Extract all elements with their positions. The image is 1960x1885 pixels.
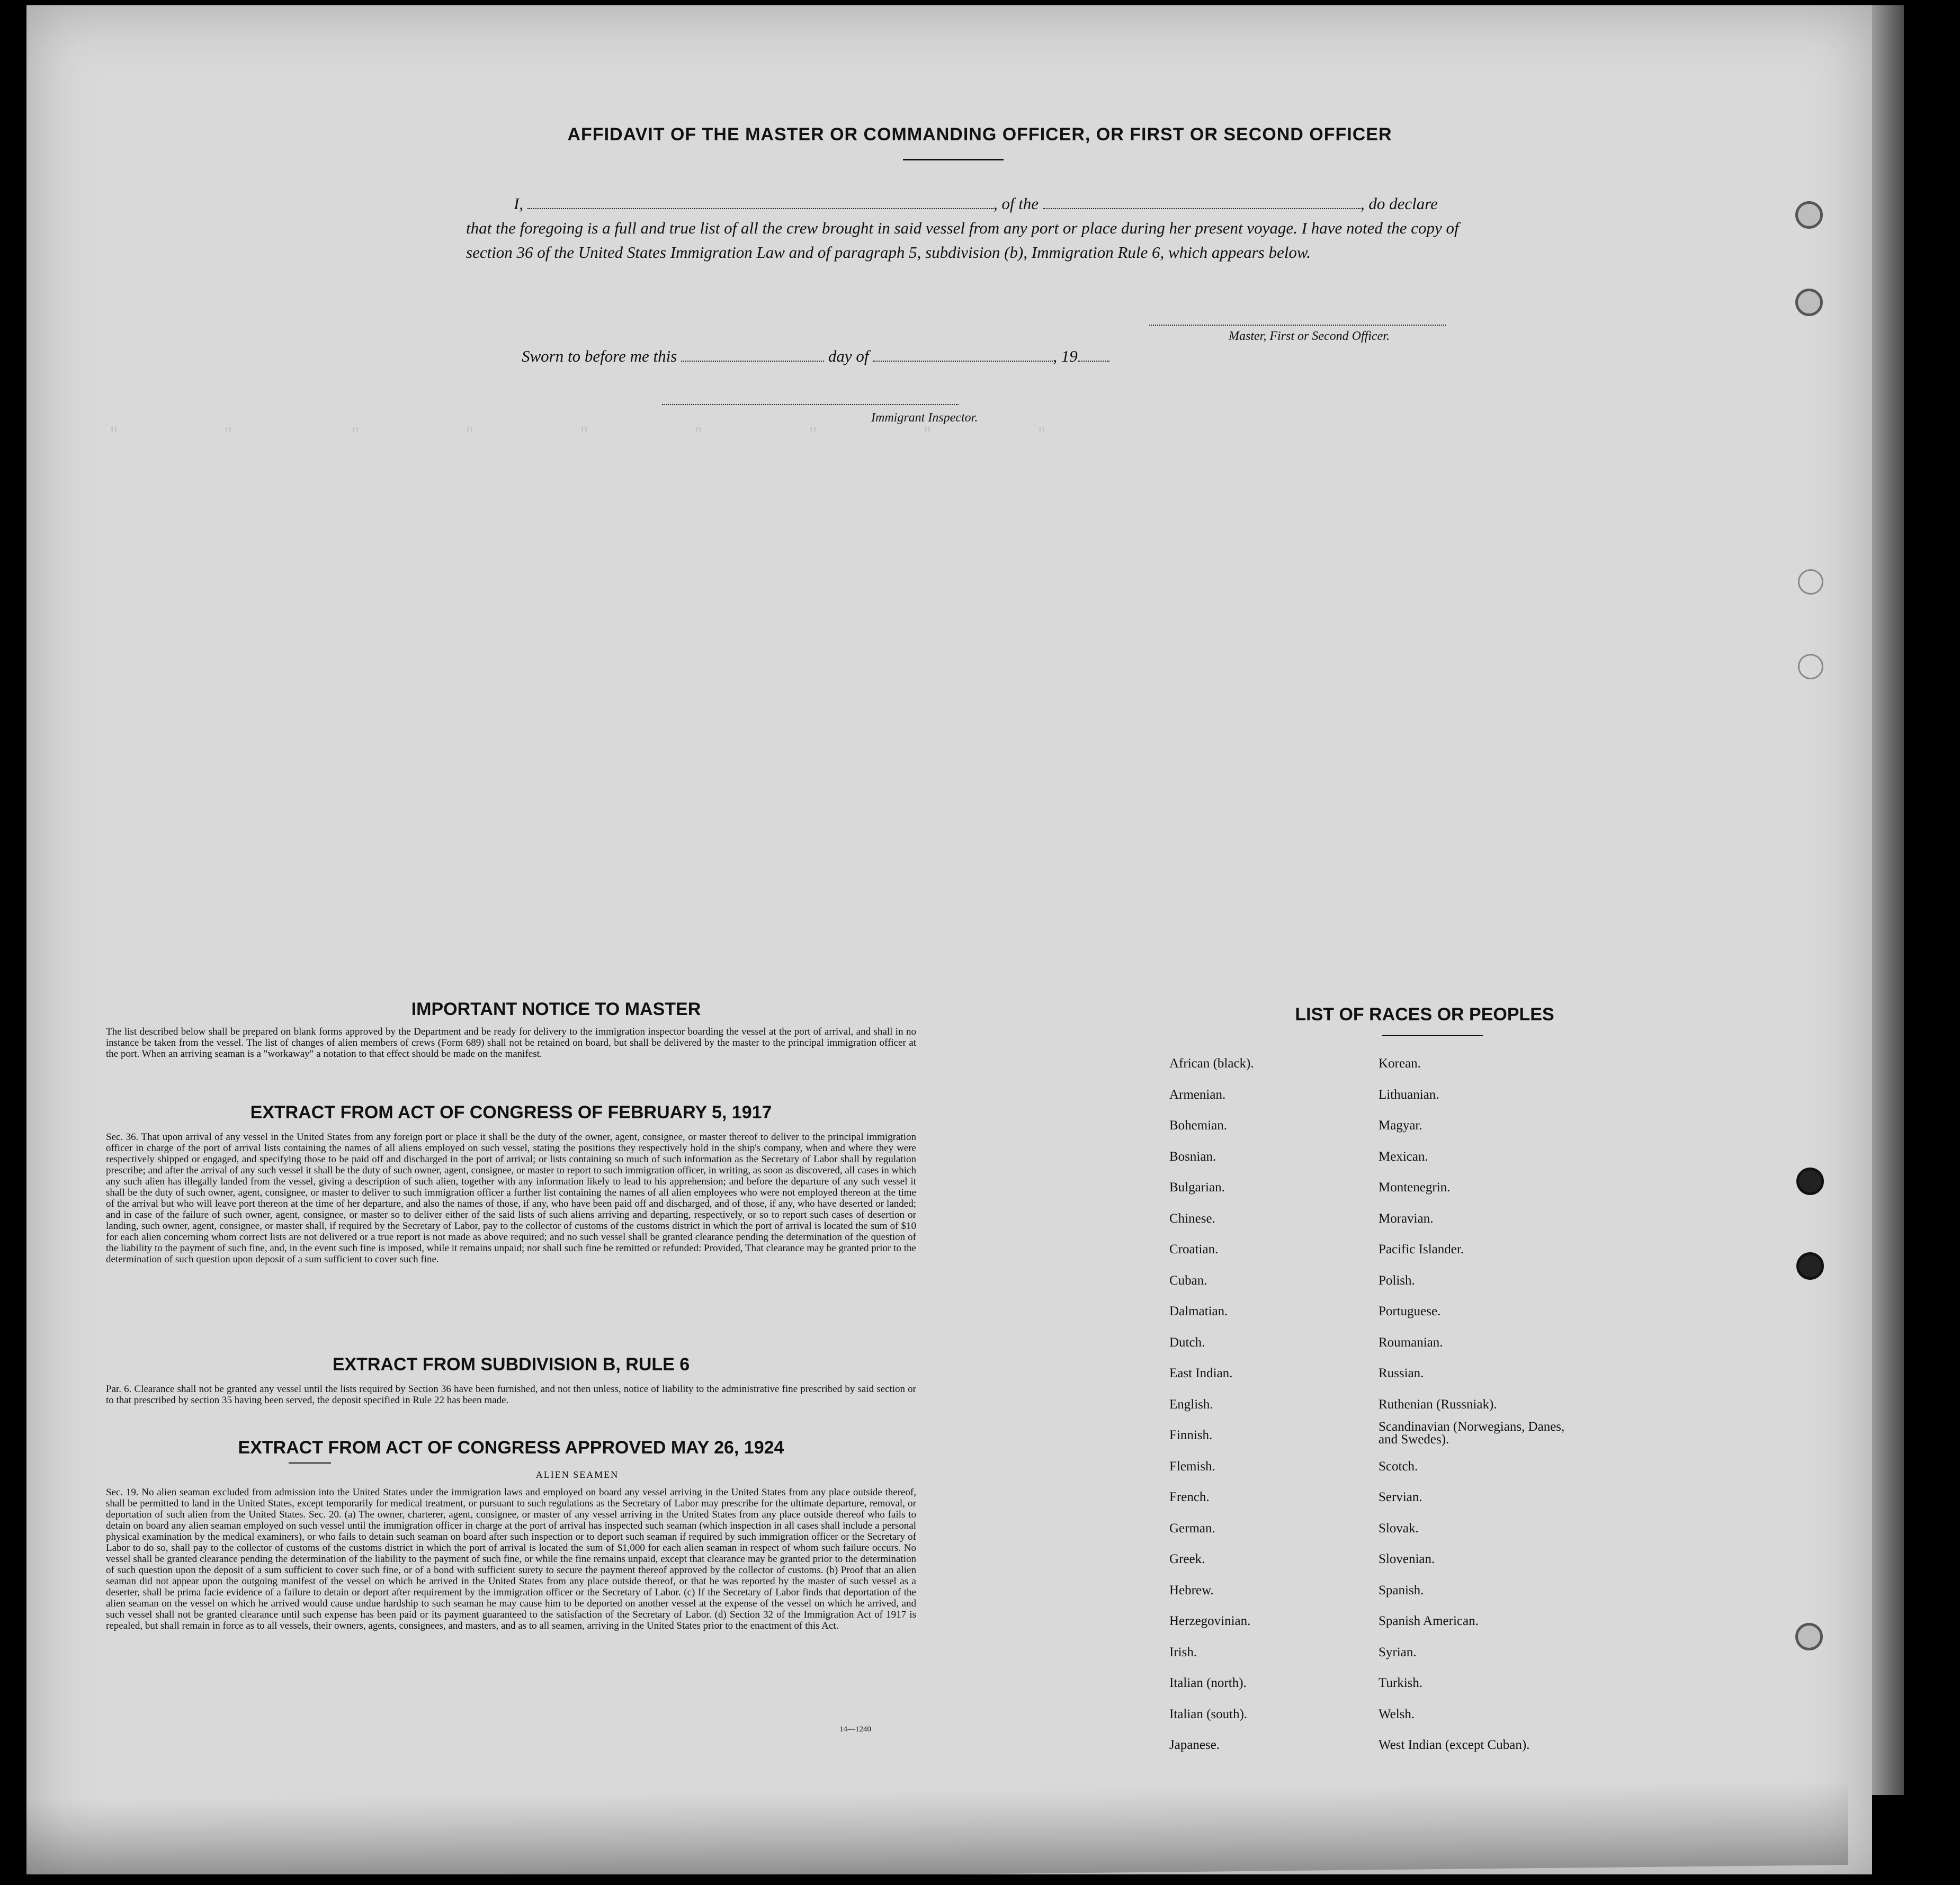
extract-1924-title: EXTRACT FROM ACT OF CONGRESS APPROVED MAY 26, 1924 bbox=[238, 1438, 784, 1458]
race-item: Montenegrin. bbox=[1379, 1180, 1451, 1195]
race-item: Italian (north). bbox=[1169, 1676, 1247, 1690]
master-signature-line bbox=[1149, 324, 1446, 326]
race-item: Slovenian. bbox=[1379, 1552, 1435, 1566]
race-item: Bosnian. bbox=[1169, 1149, 1216, 1164]
sworn-month-blank bbox=[873, 347, 1053, 362]
punch-hole bbox=[1795, 289, 1823, 316]
punch-hole bbox=[1798, 654, 1823, 679]
form-number: 14—1240 bbox=[839, 1725, 871, 1734]
extract-1917-text: Sec. 36. That upon arrival of any vessel in the United States from any foreign port or place it shall be the duty of the owner, agent, consignee, or master thereof to deliver to the principal immigration officer in charge of the port of arrival lists containing the names of all aliens employed on such vessel, stating the positions they respectively hold in the ship's company, when and where they were respectively shipped or engaged, and specifying those to be paid off and discharged in the port of arrival; or lists containing so much of such information as the Secretary of Labor shall by regulation prescribe; and after the arrival of any such vessel it shall be the duty of such owner, agent, consignee, or master to report to such immigration officer, in writing, as soon as discovered, all cases in which any such alien has illegally landed from the vessel, giving a description of such alien, together with any information likely to lead to his apprehension; and before the departure of any such vessel it shall be the duty of such owner, agent, consignee, or master to deliver to such immigration officer a further list containing the names of all alien employees who were not employed thereon at the time of the arrival but who will leave port thereon at the time of her departure, and also the names of those, if any, who have been paid off and discharged, and of those, if any, who have deserted or landed; and in case of the failure of such owner, agent, consignee, or master so to deliver either of the said lists of such aliens arriving and departing, respectively, or so to report such cases of desertion or landing, such owner, agent, consignee, or master shall, if required by the Secretary of Labor, pay to the collector of customs of the customs district in which the port of arrival is located the sum of $10 for each alien concerning whom correct lists are not delivered or a true report is not made as above required; and no such vessel shall be granted clearance pending the determination of the question of the liability to the payment of such fine, and, in the event such fine is imposed, while it remains unpaid; nor shall such fine be remitted or refunded: Provided, That clearance may be granted prior to the determination of such question upon deposit of a sum sufficient to cover such fine. bbox=[106, 1132, 916, 1265]
race-item: Flemish. bbox=[1169, 1459, 1215, 1474]
extract-1917-title: EXTRACT FROM ACT OF CONGRESS OF FEBRUARY 5, 1917 bbox=[250, 1102, 772, 1123]
bleed-through-text: " " " " " " " " " bbox=[109, 426, 1050, 444]
sheet-edge-shadow bbox=[1872, 5, 1904, 1795]
race-item: Japanese. bbox=[1169, 1738, 1220, 1752]
affidavit-title: AFFIDAVIT OF THE MASTER OR COMMANDING OFFICER, OR FIRST OR SECOND OFFICER bbox=[567, 124, 1392, 145]
race-item: Moravian. bbox=[1379, 1211, 1434, 1226]
affidavit-of-the: , of the bbox=[993, 194, 1039, 213]
notice-title: IMPORTANT NOTICE TO MASTER bbox=[411, 999, 701, 1019]
race-item: Magyar. bbox=[1379, 1118, 1422, 1133]
sworn-prefix: Sworn to before me this bbox=[522, 347, 677, 365]
affidavit-i: I, bbox=[514, 194, 524, 213]
master-signature-label: Master, First or Second Officer. bbox=[1229, 329, 1390, 343]
race-item: Mexican. bbox=[1379, 1149, 1428, 1164]
punch-hole bbox=[1796, 1252, 1824, 1280]
punch-hole bbox=[1796, 1168, 1824, 1195]
affidavit-body bbox=[466, 192, 1488, 265]
race-item: Portuguese. bbox=[1379, 1304, 1441, 1318]
affidavit-statement: that the foregoing is a full and true list of all the crew brought in said vessel from any port or place during her present voyage. I have noted the copy of section 36 of the United States Immigration Law and of paragraph 5, subdivision (b), Immigration Rule 6, which appears below. bbox=[466, 219, 1459, 262]
race-item: Scotch. bbox=[1379, 1459, 1418, 1474]
sworn-line bbox=[522, 347, 1109, 366]
race-item: Welsh. bbox=[1379, 1707, 1415, 1721]
extract-rule6-text: Par. 6. Clearance shall not be granted any vessel until the lists required by Section 36 have been furnished, and not then unless, notice of liability to the administrative fine prescribed by said section or to that prescribed by section 35 having been served, the deposit specified in Rule 22 has been made. bbox=[106, 1384, 916, 1406]
race-item: Roumanian. bbox=[1379, 1335, 1443, 1350]
races-title: LIST OF RACES OR PEOPLES bbox=[1295, 1004, 1554, 1025]
race-item: Spanish. bbox=[1379, 1583, 1424, 1597]
race-item: English. bbox=[1169, 1397, 1213, 1412]
race-item: Cuban. bbox=[1169, 1273, 1207, 1288]
affidavit-declare: , do declare bbox=[1360, 194, 1438, 213]
notice-text: The list described below shall be prepared on blank forms approved by the Department and be ready for delivery to the immigration inspector boarding the vessel at the port of arrival, and shall in no instance be taken from the vessel. The list of changes of alien members of crews (Form 689) shall not be retained on board, but shall be delivered by the master to the principal immigration officer at the port. When an arriving seaman is a "workaway" a notation to that effect should be made on the manifest. bbox=[106, 1026, 916, 1060]
punch-hole bbox=[1795, 201, 1823, 229]
name-blank bbox=[527, 194, 994, 209]
inspector-signature-line bbox=[662, 403, 959, 405]
race-item: Irish. bbox=[1169, 1645, 1197, 1659]
sworn-date-blank bbox=[681, 347, 824, 362]
race-item: Dutch. bbox=[1169, 1335, 1205, 1350]
punch-hole bbox=[1795, 1623, 1823, 1650]
race-item: East Indian. bbox=[1169, 1366, 1233, 1380]
race-item: Polish. bbox=[1379, 1273, 1415, 1288]
race-item: Korean. bbox=[1379, 1056, 1421, 1071]
race-item: Hebrew. bbox=[1169, 1583, 1214, 1597]
sworn-year-blank bbox=[1078, 347, 1109, 362]
race-item: French. bbox=[1169, 1490, 1210, 1504]
section-divider bbox=[289, 1462, 331, 1464]
race-item: Greek. bbox=[1169, 1552, 1205, 1566]
race-item: Pacific Islander. bbox=[1379, 1242, 1464, 1256]
title-underline bbox=[903, 159, 1004, 160]
alien-seamen-subtitle: ALIEN SEAMEN bbox=[535, 1469, 619, 1480]
race-item: West Indian (except Cuban). bbox=[1379, 1738, 1530, 1752]
race-item: Bohemian. bbox=[1169, 1118, 1228, 1133]
race-item: Servian. bbox=[1379, 1490, 1422, 1504]
race-item: Chinese. bbox=[1169, 1211, 1215, 1226]
race-item: Herzegovinian. bbox=[1169, 1614, 1251, 1628]
race-item: Slovak. bbox=[1379, 1521, 1419, 1536]
race-item: Lithuanian. bbox=[1379, 1087, 1439, 1102]
race-item: Bulgarian. bbox=[1169, 1180, 1225, 1195]
extract-1924-text: Sec. 19. No alien seaman excluded from admission into the United States under the immigration laws and employed on board any vessel arriving in the United States from any place outside thereof, shall be permitted to land in the United States, except temporarily for medical treatment, or pursuant to such regulations as the Secretary of Labor may prescribe for the ultimate departure, removal, or deportation of such alien from the United States. Sec. 20. (a) The owner, charterer, agent, consignee, or master of any vessel arriving in the United States from any place outside thereof who fails to detain on board any alien seaman employed on such vessel until the immigration officer in charge at the port of arrival has inspected such seaman (which inspection in all cases shall include a personal physical examination by the medical examiners), or who fails to detain such seaman on board after such inspection or to deport such seaman if required by such immigration officer or the Secretary of Labor to do so, shall pay to the collector of customs of the customs district in which the port of arrival is located the sum of $1,000 for each alien seaman in respect of whom such failure occurs. No vessel shall be granted clearance pending the determination of the liability to the payment of such fine, or while the fine remains unpaid, except that clearance may be granted prior to the determination of such question upon the deposit of a sum sufficient to cover such fine, or of a bond with sufficient surety to secure the payment thereof approved by the collector of customs. (b) Proof that an alien seaman did not appear upon the outgoing manifest of the vessel on which he arrived in the United States from any place outside thereof, or that he was reported by the master of such vessel as a deserter, shall be prima facie evidence of a failure to detain or deport after requirement by the immigration officer or the Secretary of Labor. (c) If the Secretary of Labor finds that deportation of the alien seaman on the vessel on which he arrived would cause undue hardship to such seaman he may cause him to be deported on another vessel at the expense of the vessel on which he arrived, and such vessel shall not be granted clearance until such expense has been paid or its payment guaranteed to the satisfaction of the Secretary of Labor. (d) Section 32 of the Immigration Act of 1917 is repealed, but shall remain in force as to all vessels, their owners, agents, consignees, and masters, and as to all seamen, arriving in the United States prior to the enactment of this Act. bbox=[106, 1487, 916, 1631]
race-item: Croatian. bbox=[1169, 1242, 1219, 1256]
punch-hole bbox=[1798, 569, 1823, 595]
race-item: Spanish American. bbox=[1379, 1614, 1479, 1628]
race-item: Finnish. bbox=[1169, 1428, 1213, 1442]
race-item: Turkish. bbox=[1379, 1676, 1423, 1690]
extract-rule6-title: EXTRACT FROM SUBDIVISION B, RULE 6 bbox=[332, 1354, 690, 1375]
race-item: African (black). bbox=[1169, 1056, 1254, 1071]
affidavit-declare-line bbox=[466, 192, 1488, 216]
race-item: German. bbox=[1169, 1521, 1215, 1536]
race-item: Syrian. bbox=[1379, 1645, 1417, 1659]
vessel-blank bbox=[1043, 194, 1361, 209]
race-item: Ruthenian (Russniak). bbox=[1379, 1397, 1497, 1412]
document-page bbox=[26, 5, 1872, 1874]
race-item: Dalmatian. bbox=[1169, 1304, 1228, 1318]
inspector-signature-label: Immigrant Inspector. bbox=[871, 411, 978, 425]
race-item: Scandinavian (Norwegians, Danes, and Swedes). bbox=[1379, 1420, 1565, 1447]
races-title-underline bbox=[1382, 1035, 1483, 1036]
sworn-day-of: day of bbox=[828, 347, 869, 365]
sworn-year: , 19 bbox=[1053, 347, 1078, 365]
race-item: Armenian. bbox=[1169, 1087, 1226, 1102]
race-item: Russian. bbox=[1379, 1366, 1424, 1380]
race-item: Italian (south). bbox=[1169, 1707, 1248, 1721]
